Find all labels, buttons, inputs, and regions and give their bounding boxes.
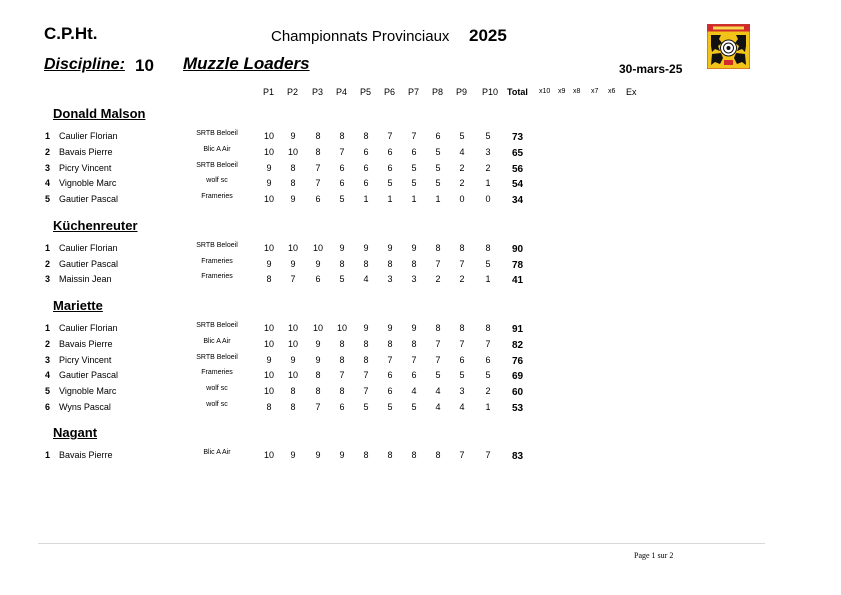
score-p7: 1 bbox=[411, 194, 417, 204]
score-p9: 2 bbox=[459, 178, 465, 188]
rank-cell: 2 bbox=[45, 259, 51, 269]
score-p6: 6 bbox=[387, 147, 393, 157]
score-p9: 0 bbox=[459, 194, 465, 204]
score-p9: 5 bbox=[459, 370, 465, 380]
total-score: 73 bbox=[512, 132, 524, 143]
score-p5: 7 bbox=[363, 370, 369, 380]
score-p7: 3 bbox=[411, 274, 417, 284]
score-p7: 8 bbox=[411, 450, 417, 460]
championship-title: Championnats Provinciaux bbox=[271, 28, 450, 45]
club-name: Frameries bbox=[201, 258, 233, 265]
score-p2: 9 bbox=[290, 450, 296, 460]
score-p7: 9 bbox=[411, 243, 417, 253]
footer-divider bbox=[38, 543, 765, 544]
score-p5: 9 bbox=[363, 243, 369, 253]
score-p2: 9 bbox=[290, 131, 296, 141]
rank-cell: 6 bbox=[45, 402, 51, 412]
score-p6: 6 bbox=[387, 386, 393, 396]
club-name: wolf sc bbox=[206, 401, 228, 408]
score-p4: 8 bbox=[339, 259, 345, 269]
total-score: 41 bbox=[512, 275, 524, 286]
event-date: 30-mars-25 bbox=[619, 62, 683, 76]
shooter-name: Caulier Florian bbox=[59, 243, 118, 253]
score-p7: 6 bbox=[411, 147, 417, 157]
score-p7: 5 bbox=[411, 178, 417, 188]
score-p8: 5 bbox=[435, 178, 441, 188]
score-p8: 4 bbox=[435, 402, 441, 412]
score-p1: 8 bbox=[266, 274, 272, 284]
score-p3: 9 bbox=[315, 450, 321, 460]
column-header-p1: P1 bbox=[263, 87, 275, 97]
score-p5: 9 bbox=[363, 323, 369, 333]
score-p8: 2 bbox=[435, 274, 441, 284]
shooter-name: Picry Vincent bbox=[59, 163, 112, 173]
score-p3: 9 bbox=[315, 259, 321, 269]
score-p3: 8 bbox=[315, 370, 321, 380]
score-p6: 9 bbox=[387, 323, 393, 333]
total-score: 91 bbox=[512, 324, 524, 335]
column-header-total: Total bbox=[507, 87, 528, 97]
table-row bbox=[0, 354, 841, 368]
score-p2: 10 bbox=[287, 323, 299, 333]
score-p3: 7 bbox=[315, 163, 321, 173]
shooter-name: Bavais Pierre bbox=[59, 147, 113, 157]
score-p9: 8 bbox=[459, 243, 465, 253]
score-p6: 8 bbox=[387, 450, 393, 460]
score-p5: 8 bbox=[363, 259, 369, 269]
score-p3: 6 bbox=[315, 194, 321, 204]
score-p6: 6 bbox=[387, 370, 393, 380]
score-p2: 8 bbox=[290, 402, 296, 412]
score-p3: 7 bbox=[315, 178, 321, 188]
score-p10: 2 bbox=[485, 386, 491, 396]
total-score: 78 bbox=[512, 260, 524, 271]
score-p4: 10 bbox=[336, 323, 348, 333]
score-p4: 6 bbox=[339, 178, 345, 188]
shooter-name: Gautier Pascal bbox=[59, 259, 119, 269]
column-header-x10: x10 bbox=[539, 88, 551, 95]
club-name: SRTB Beloeil bbox=[196, 130, 238, 137]
score-p4: 8 bbox=[339, 339, 345, 349]
table-row bbox=[0, 273, 841, 287]
column-header-x9: x9 bbox=[558, 88, 566, 95]
score-p5: 8 bbox=[363, 339, 369, 349]
score-p10: 8 bbox=[485, 243, 491, 253]
column-header-p3: P3 bbox=[312, 87, 324, 97]
club-name: SRTB Beloeil bbox=[196, 354, 238, 361]
score-p6: 8 bbox=[387, 259, 393, 269]
score-p7: 9 bbox=[411, 323, 417, 333]
column-header-x7: x7 bbox=[591, 88, 599, 95]
score-p5: 6 bbox=[363, 178, 369, 188]
total-score: 82 bbox=[512, 340, 524, 351]
score-p2: 9 bbox=[290, 194, 296, 204]
score-p4: 6 bbox=[339, 402, 345, 412]
score-p10: 5 bbox=[485, 131, 491, 141]
score-p1: 10 bbox=[263, 147, 275, 157]
score-p3: 8 bbox=[315, 386, 321, 396]
score-p3: 8 bbox=[315, 147, 321, 157]
club-name: SRTB Beloeil bbox=[196, 242, 238, 249]
column-header-p7: P7 bbox=[408, 87, 420, 97]
section-title: Nagant bbox=[53, 425, 98, 440]
score-p4: 8 bbox=[339, 355, 345, 365]
score-p5: 6 bbox=[363, 163, 369, 173]
score-p9: 5 bbox=[459, 131, 465, 141]
score-p1: 10 bbox=[263, 339, 275, 349]
score-p8: 4 bbox=[435, 386, 441, 396]
rank-cell: 5 bbox=[45, 386, 51, 396]
score-p5: 8 bbox=[363, 450, 369, 460]
score-p8: 8 bbox=[435, 450, 441, 460]
rank-cell: 5 bbox=[45, 194, 51, 204]
shooter-name: Gautier Pascal bbox=[59, 370, 119, 380]
score-p10: 2 bbox=[485, 163, 491, 173]
score-p8: 7 bbox=[435, 355, 441, 365]
total-score: 54 bbox=[512, 179, 524, 190]
score-p3: 10 bbox=[312, 323, 324, 333]
score-p5: 5 bbox=[363, 402, 369, 412]
score-p2: 10 bbox=[287, 243, 299, 253]
rank-cell: 1 bbox=[45, 323, 51, 333]
organization-title: C.P.Ht. bbox=[44, 24, 98, 43]
score-p8: 8 bbox=[435, 323, 441, 333]
rank-cell: 3 bbox=[45, 274, 51, 284]
table-row bbox=[0, 322, 841, 336]
rank-cell: 3 bbox=[45, 163, 51, 173]
score-p10: 1 bbox=[485, 274, 491, 284]
table-row bbox=[0, 177, 841, 191]
score-p4: 7 bbox=[339, 370, 345, 380]
column-header-p6: P6 bbox=[384, 87, 396, 97]
score-p9: 2 bbox=[459, 274, 465, 284]
score-p8: 8 bbox=[435, 243, 441, 253]
shooter-name: Vignoble Marc bbox=[59, 386, 117, 396]
rank-cell: 3 bbox=[45, 355, 51, 365]
score-p6: 5 bbox=[387, 402, 393, 412]
score-p10: 3 bbox=[485, 147, 491, 157]
score-p4: 8 bbox=[339, 131, 345, 141]
table-row bbox=[0, 162, 841, 176]
total-score: 34 bbox=[512, 195, 524, 206]
score-p7: 7 bbox=[411, 355, 417, 365]
shooter-name: Bavais Pierre bbox=[59, 339, 113, 349]
column-header-p8: P8 bbox=[432, 87, 444, 97]
score-p3: 9 bbox=[315, 339, 321, 349]
score-p1: 10 bbox=[263, 323, 275, 333]
discipline-number: 10 bbox=[135, 56, 154, 75]
rank-cell: 1 bbox=[45, 243, 51, 253]
score-p6: 9 bbox=[387, 243, 393, 253]
score-p7: 8 bbox=[411, 259, 417, 269]
table-row bbox=[0, 258, 841, 272]
score-p2: 8 bbox=[290, 386, 296, 396]
score-p10: 7 bbox=[485, 339, 491, 349]
club-name: SRTB Beloeil bbox=[196, 162, 238, 169]
table-row bbox=[0, 401, 841, 415]
score-p5: 8 bbox=[363, 131, 369, 141]
table-row bbox=[0, 369, 841, 383]
score-p9: 4 bbox=[459, 147, 465, 157]
score-p4: 7 bbox=[339, 147, 345, 157]
score-p6: 7 bbox=[387, 355, 393, 365]
score-p10: 0 bbox=[485, 194, 491, 204]
column-header-p9: P9 bbox=[456, 87, 468, 97]
table-row bbox=[0, 242, 841, 256]
score-p5: 8 bbox=[363, 355, 369, 365]
score-p1: 10 bbox=[263, 131, 275, 141]
score-p6: 5 bbox=[387, 178, 393, 188]
score-p9: 7 bbox=[459, 450, 465, 460]
shooter-name: Caulier Florian bbox=[59, 131, 118, 141]
total-score: 69 bbox=[512, 371, 524, 382]
score-p4: 8 bbox=[339, 386, 345, 396]
club-name: Frameries bbox=[201, 193, 233, 200]
score-p9: 4 bbox=[459, 402, 465, 412]
score-p9: 6 bbox=[459, 355, 465, 365]
total-score: 90 bbox=[512, 244, 524, 255]
score-p9: 8 bbox=[459, 323, 465, 333]
section-title: Küchenreuter bbox=[53, 218, 138, 233]
score-p1: 9 bbox=[266, 355, 272, 365]
column-header-x8: x8 bbox=[573, 88, 581, 95]
column-header-p4: P4 bbox=[336, 87, 348, 97]
rank-cell: 4 bbox=[45, 178, 51, 188]
club-name: wolf sc bbox=[206, 385, 228, 392]
shooter-name: Caulier Florian bbox=[59, 323, 118, 333]
section-title: Mariette bbox=[53, 298, 103, 313]
score-p5: 1 bbox=[363, 194, 369, 204]
score-p2: 7 bbox=[290, 274, 296, 284]
total-score: 65 bbox=[512, 148, 524, 159]
column-header-p2: P2 bbox=[287, 87, 299, 97]
score-p10: 1 bbox=[485, 178, 491, 188]
shooter-name: Maissin Jean bbox=[59, 274, 112, 284]
score-p10: 6 bbox=[485, 355, 491, 365]
score-p2: 8 bbox=[290, 163, 296, 173]
shooter-name: Picry Vincent bbox=[59, 355, 112, 365]
score-p6: 8 bbox=[387, 339, 393, 349]
table-row bbox=[0, 130, 841, 144]
score-p1: 10 bbox=[263, 450, 275, 460]
score-p8: 5 bbox=[435, 147, 441, 157]
score-p7: 7 bbox=[411, 131, 417, 141]
table-row bbox=[0, 385, 841, 399]
score-p7: 5 bbox=[411, 402, 417, 412]
club-name: Blic A Air bbox=[203, 338, 231, 345]
score-p1: 9 bbox=[266, 178, 272, 188]
score-p8: 5 bbox=[435, 370, 441, 380]
score-p2: 10 bbox=[287, 370, 299, 380]
score-p10: 8 bbox=[485, 323, 491, 333]
score-p4: 6 bbox=[339, 163, 345, 173]
table-row bbox=[0, 146, 841, 160]
score-p5: 7 bbox=[363, 386, 369, 396]
score-p9: 7 bbox=[459, 259, 465, 269]
score-p9: 3 bbox=[459, 386, 465, 396]
total-score: 83 bbox=[512, 451, 524, 462]
score-p9: 2 bbox=[459, 163, 465, 173]
score-p7: 6 bbox=[411, 370, 417, 380]
total-score: 53 bbox=[512, 403, 524, 414]
column-header-x6: x6 bbox=[608, 88, 616, 95]
score-p1: 10 bbox=[263, 386, 275, 396]
score-p8: 6 bbox=[435, 131, 441, 141]
score-p7: 8 bbox=[411, 339, 417, 349]
table-row bbox=[0, 193, 841, 207]
score-p1: 9 bbox=[266, 163, 272, 173]
score-p3: 6 bbox=[315, 274, 321, 284]
score-p1: 10 bbox=[263, 370, 275, 380]
section-title: Donald Malson bbox=[53, 106, 146, 121]
score-p4: 5 bbox=[339, 274, 345, 284]
discipline-label: Discipline: bbox=[44, 56, 125, 73]
score-p5: 4 bbox=[363, 274, 369, 284]
club-name: Blic A Air bbox=[203, 449, 231, 456]
score-p3: 9 bbox=[315, 355, 321, 365]
score-p2: 8 bbox=[290, 178, 296, 188]
club-name: SRTB Beloeil bbox=[196, 322, 238, 329]
score-p1: 10 bbox=[263, 194, 275, 204]
score-p10: 5 bbox=[485, 370, 491, 380]
club-name: Frameries bbox=[201, 273, 233, 280]
score-p5: 6 bbox=[363, 147, 369, 157]
column-header-p10: P10 bbox=[482, 87, 499, 97]
score-p7: 5 bbox=[411, 163, 417, 173]
rank-cell: 2 bbox=[45, 339, 51, 349]
rank-cell: 1 bbox=[45, 450, 51, 460]
column-header-ex: Ex bbox=[626, 87, 637, 97]
total-score: 60 bbox=[512, 387, 524, 398]
score-p4: 9 bbox=[339, 450, 345, 460]
table-row bbox=[0, 338, 841, 352]
page-number: Page 1 sur 2 bbox=[634, 551, 674, 560]
score-p8: 5 bbox=[435, 163, 441, 173]
score-p1: 9 bbox=[266, 259, 272, 269]
total-score: 76 bbox=[512, 356, 524, 367]
rank-cell: 4 bbox=[45, 370, 51, 380]
score-p3: 8 bbox=[315, 131, 321, 141]
club-name: wolf sc bbox=[206, 177, 228, 184]
discipline-name: Muzzle Loaders bbox=[183, 54, 310, 73]
federation-logo bbox=[707, 24, 750, 69]
shooter-name: Vignoble Marc bbox=[59, 178, 117, 188]
club-name: Frameries bbox=[201, 369, 233, 376]
score-p10: 1 bbox=[485, 402, 491, 412]
score-p4: 5 bbox=[339, 194, 345, 204]
score-p3: 10 bbox=[312, 243, 324, 253]
score-p8: 7 bbox=[435, 259, 441, 269]
shooter-name: Bavais Pierre bbox=[59, 450, 113, 460]
score-p8: 7 bbox=[435, 339, 441, 349]
shooter-name: Gautier Pascal bbox=[59, 194, 119, 204]
column-header-p5: P5 bbox=[360, 87, 372, 97]
score-p6: 1 bbox=[387, 194, 393, 204]
score-p6: 7 bbox=[387, 131, 393, 141]
year-label: 2025 bbox=[469, 26, 507, 45]
score-p3: 7 bbox=[315, 402, 321, 412]
total-score: 56 bbox=[512, 164, 524, 175]
club-name: Blic A Air bbox=[203, 146, 231, 153]
score-p2: 9 bbox=[290, 259, 296, 269]
shooter-name: Wyns Pascal bbox=[59, 402, 111, 412]
score-p1: 10 bbox=[263, 243, 275, 253]
score-p9: 7 bbox=[459, 339, 465, 349]
score-p7: 4 bbox=[411, 386, 417, 396]
score-p2: 9 bbox=[290, 355, 296, 365]
rank-cell: 1 bbox=[45, 131, 51, 141]
score-p6: 6 bbox=[387, 163, 393, 173]
rank-cell: 2 bbox=[45, 147, 51, 157]
table-row bbox=[0, 449, 841, 463]
score-p6: 3 bbox=[387, 274, 393, 284]
score-p2: 10 bbox=[287, 147, 299, 157]
score-p2: 10 bbox=[287, 339, 299, 349]
score-p10: 7 bbox=[485, 450, 491, 460]
score-p4: 9 bbox=[339, 243, 345, 253]
score-p10: 5 bbox=[485, 259, 491, 269]
score-p8: 1 bbox=[435, 194, 441, 204]
score-p1: 8 bbox=[266, 402, 272, 412]
